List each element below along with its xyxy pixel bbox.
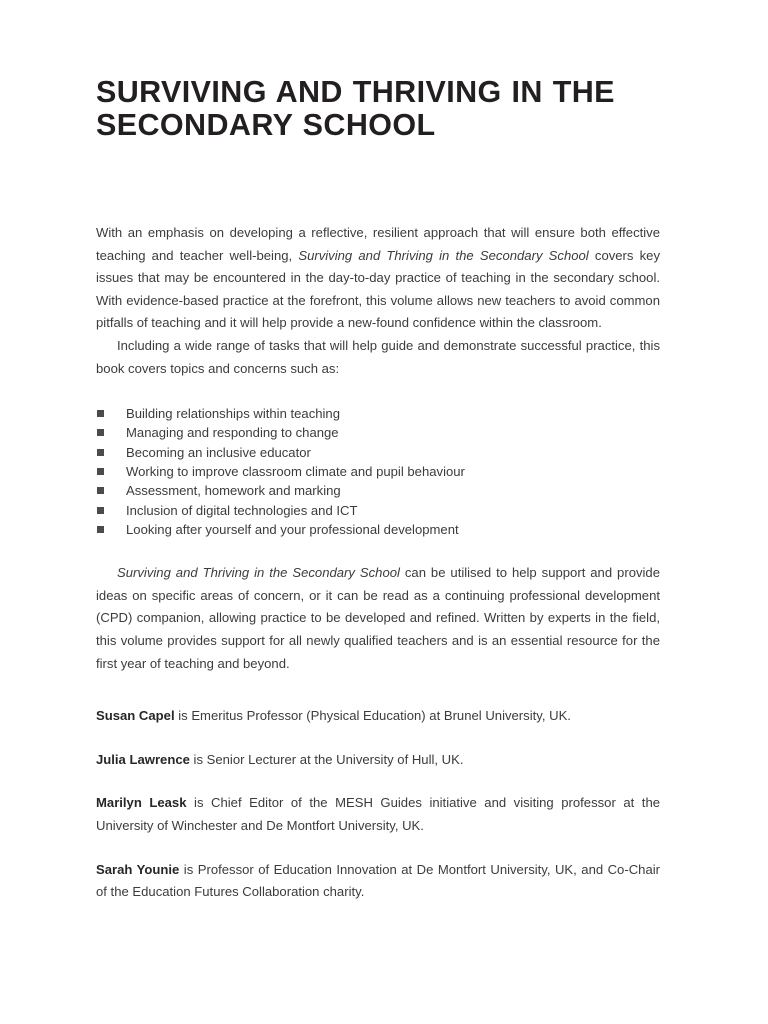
page-title: SURVIVING AND THRIVING IN THE SECONDARY SCHOOL — [96, 75, 615, 142]
square-bullet-icon — [97, 449, 104, 456]
list-item — [96, 443, 660, 462]
list-item-label: Assessment, homework and marking — [126, 483, 341, 499]
author-bio — [96, 705, 660, 728]
list-item — [96, 501, 660, 520]
author-name: Julia Lawrence — [96, 751, 190, 767]
list-item — [96, 462, 660, 481]
author-bios — [96, 705, 660, 904]
author-bio — [96, 859, 660, 904]
square-bullet-icon — [97, 507, 104, 514]
author-description: is Senior Lecturer at the University of Hull, UK. — [189, 751, 464, 767]
closing-paragraph — [96, 562, 660, 675]
author-description: is Emeritus Professor (Physical Education) at Brunel University, UK. — [174, 708, 571, 724]
page-content-column — [96, 0, 660, 904]
list-item — [96, 520, 660, 539]
list-item-label: Inclusion of digital technologies and ICT — [126, 502, 358, 518]
book-title-italic-inline: Surviving and Thriving in the Secondary School — [298, 247, 589, 263]
square-bullet-icon — [97, 526, 104, 533]
author-name: Sarah Younie — [96, 861, 180, 877]
author-bio — [96, 749, 660, 772]
list-item-label: Managing and responding to change — [126, 425, 339, 441]
intro-paragraph-part-1: With an emphasis on developing a reflective, resilient approach that will ensure both effective teaching and teacher well-being, — [96, 225, 660, 263]
list-item-label: Becoming an inclusive educator — [126, 444, 311, 460]
intro-paragraph — [96, 222, 660, 335]
square-bullet-icon — [97, 468, 104, 475]
square-bullet-icon — [97, 410, 104, 417]
square-bullet-icon — [97, 487, 104, 494]
list-item — [96, 404, 660, 423]
list-item — [96, 481, 660, 500]
closing-paragraph-part-2: can be utilised to help support and provide ideas on specific areas of concern, or it can be read as a continuing professional development (CPD) companion, allowing practice to be developed and refined. Written by experts in the field, this volume provides support for all newly qualified teachers and is an essential resource for the first year of teaching and beyond. — [96, 565, 660, 671]
author-name: Marilyn Leask — [96, 795, 187, 811]
list-item-label: Looking after yourself and your professional development — [126, 521, 459, 537]
author-description: is Professor of Education Innovation at De Montfort University, UK, and Co-Chair of the Education Futures Collaboration charity. — [96, 861, 660, 900]
intro-paragraph-part-2: covers key issues that may be encountered in the day-to-day practice of teaching in the secondary school. With evidence-based practice at the forefront, this volume allows new teachers to avoid common pitfalls of teaching and it will help provide a new-found confidence within the classroom. — [96, 247, 661, 331]
author-description: is Chief Editor of the MESH Guides initiative and visiting professor at the University of Winchester and De Montfort University, UK. — [96, 795, 661, 833]
book-title-italic-inline: Surviving and Thriving in the Secondary School — [117, 565, 400, 581]
list-item — [96, 423, 660, 442]
square-bullet-icon — [97, 429, 104, 436]
topics-list — [96, 404, 660, 539]
list-item-label: Building relationships within teaching — [126, 406, 340, 422]
list-item-label: Working to improve classroom climate and pupil behaviour — [126, 464, 465, 480]
author-bio — [96, 792, 660, 837]
topics-intro-paragraph: Including a wide range of tasks that will help guide and demonstrate successful practice, this book covers topics and concerns such as: — [96, 337, 660, 376]
author-name: Susan Capel — [96, 708, 175, 724]
